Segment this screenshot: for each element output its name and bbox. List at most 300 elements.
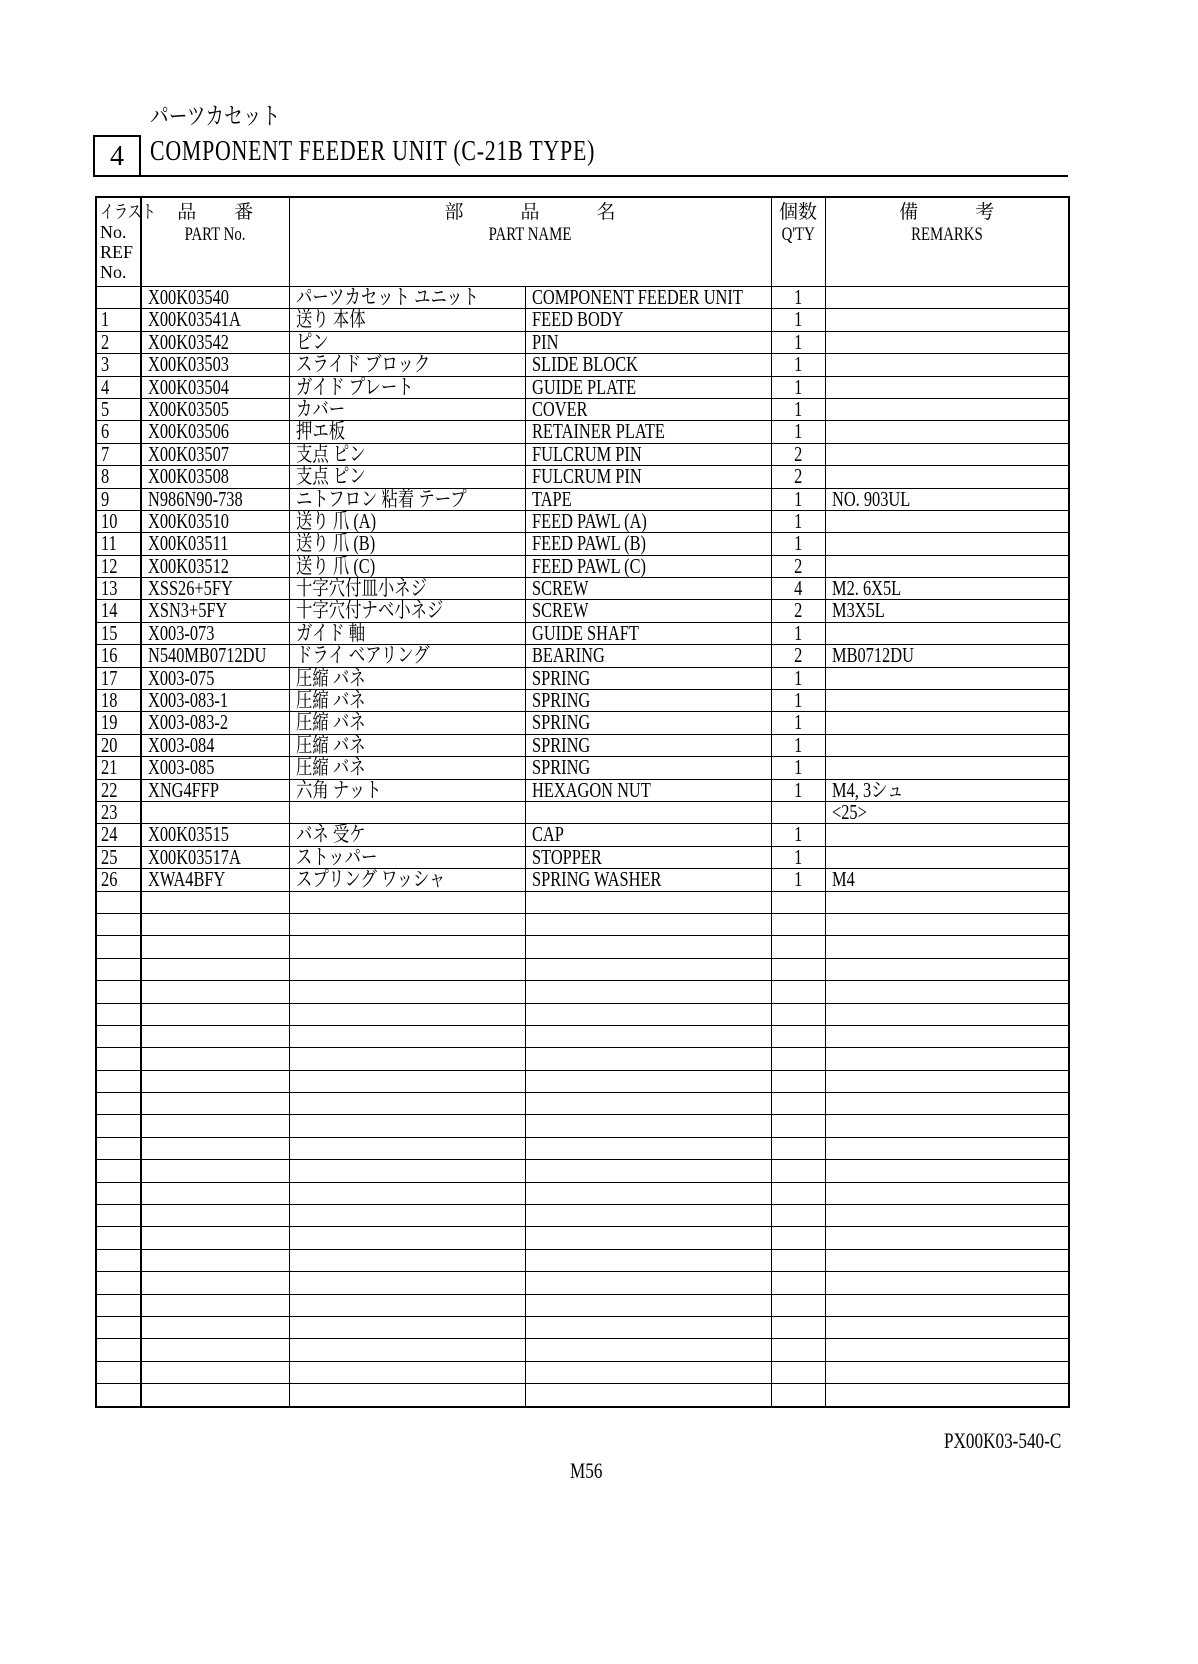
ref-cell: [96, 1003, 141, 1025]
part-name-jp-cell: [289, 1272, 525, 1294]
part-name-en-cell: [525, 1025, 771, 1047]
part-name-en-cell-text: RETAINER PLATE: [531, 419, 665, 444]
ref-cell: [96, 779, 141, 801]
ref-cell-text: 15: [101, 620, 118, 645]
part-no-cell-text: X00K03511: [148, 531, 229, 556]
ref-cell-text: 23: [101, 799, 118, 824]
part-name-en-cell-text: FULCRUM PIN: [531, 441, 642, 466]
ref-cell: [96, 1227, 141, 1249]
table-row: [96, 287, 1069, 309]
remarks-cell: [825, 981, 1069, 1003]
empty-table-row: [96, 1294, 1069, 1316]
part-no-cell: [141, 309, 289, 331]
page-number: [570, 1458, 612, 1484]
table-row: [96, 667, 1069, 689]
header-ref-jp: イラスト: [100, 202, 156, 222]
part-name-jp-cell-text: ピン: [295, 329, 329, 354]
ref-cell: [96, 488, 141, 510]
part-name-jp-cell-text: ドライ ベアリング: [295, 643, 430, 668]
part-name-en-cell-text: SPRING: [531, 710, 590, 735]
empty-table-row: [96, 1070, 1069, 1092]
part-no-cell-text: X003-075: [148, 665, 215, 690]
part-name-en-cell-text: GUIDE SHAFT: [531, 620, 639, 645]
ref-cell: [96, 734, 141, 756]
header-part-name-en: PART NAME: [488, 224, 572, 245]
part-name-en-cell-text: FEED PAWL (B): [531, 531, 646, 556]
remarks-cell-text: NO. 903UL: [831, 486, 910, 511]
part-name-jp-cell-text: 送り 本体: [295, 307, 366, 332]
document-code: [944, 1428, 1094, 1454]
part-name-jp-cell: [289, 981, 525, 1003]
qty-cell: [771, 645, 825, 667]
ref-cell: [96, 1048, 141, 1070]
ref-cell: [96, 1205, 141, 1227]
part-name-en-cell: [525, 578, 771, 600]
remarks-cell: [825, 824, 1069, 846]
part-name-en-cell: [525, 824, 771, 846]
part-name-en-cell: [525, 398, 771, 420]
part-no-cell-text: X003-083-2: [148, 710, 229, 735]
empty-table-row: [96, 958, 1069, 980]
part-name-jp-cell-text: 送り 爪 (B): [295, 531, 375, 556]
part-no-cell: [141, 690, 289, 712]
part-no-cell: [141, 578, 289, 600]
ref-cell: [96, 1384, 141, 1407]
qty-cell: [771, 1272, 825, 1294]
table-row: [96, 824, 1069, 846]
part-name-jp-cell-text: 圧縮 バネ: [295, 755, 366, 780]
qty-cell: [771, 510, 825, 532]
qty-cell: [771, 488, 825, 510]
part-name-jp-cell: [289, 846, 525, 868]
part-name-jp-cell-text: スライド ブロック: [295, 352, 430, 377]
remarks-cell: [825, 1182, 1069, 1204]
part-no-cell-text: X00K03507: [148, 441, 229, 466]
part-no-cell: [141, 1294, 289, 1316]
qty-cell: [771, 578, 825, 600]
ref-cell-text: 19: [101, 710, 118, 735]
table-row: [96, 398, 1069, 420]
ref-cell-text: 14: [101, 598, 118, 623]
qty-cell: [771, 1316, 825, 1338]
part-no-cell: [141, 869, 289, 891]
part-name-en-cell: [525, 734, 771, 756]
qty-cell: [771, 1070, 825, 1092]
part-name-en-cell-text: BEARING: [531, 643, 605, 668]
part-no-cell: [141, 936, 289, 958]
part-name-en-cell: [525, 1070, 771, 1092]
header-ref-no-label: No.: [100, 222, 127, 242]
part-no-cell-text: XSS26+5FY: [148, 576, 233, 601]
remarks-cell: [825, 1048, 1069, 1070]
qty-cell-text: 2: [793, 643, 803, 668]
empty-table-row: [96, 1093, 1069, 1115]
part-name-jp-cell: [289, 1137, 525, 1159]
ref-cell-text: 16: [101, 643, 118, 668]
remarks-cell: [825, 1361, 1069, 1383]
part-name-jp-cell: [289, 354, 525, 376]
part-name-jp-cell: [289, 376, 525, 398]
part-name-jp-cell-text: バネ 受ケ: [295, 822, 366, 847]
part-name-jp-cell: [289, 1093, 525, 1115]
qty-cell: [771, 1115, 825, 1137]
page-number-text: M56: [570, 1458, 603, 1483]
remarks-cell: [825, 1070, 1069, 1092]
empty-table-row: [96, 1384, 1069, 1407]
ref-cell: [96, 1294, 141, 1316]
section-number-box: 4: [93, 135, 141, 177]
ref-cell: [96, 1115, 141, 1137]
table-row: [96, 354, 1069, 376]
ref-cell: [96, 578, 141, 600]
ref-cell: [96, 331, 141, 353]
table-row: [96, 555, 1069, 577]
ref-cell: [96, 1361, 141, 1383]
part-name-jp-cell: [289, 1361, 525, 1383]
qty-cell: [771, 443, 825, 465]
remarks-cell: [825, 1025, 1069, 1047]
ref-cell-text: 12: [101, 553, 118, 578]
remarks-cell: [825, 398, 1069, 420]
part-name-jp-cell: [289, 958, 525, 980]
qty-cell-text: 1: [793, 419, 803, 444]
part-no-cell: [141, 1384, 289, 1407]
part-name-en-cell: [525, 1137, 771, 1159]
ref-cell-text: 17: [101, 665, 118, 690]
part-name-en-cell: [525, 1294, 771, 1316]
remarks-cell-text: MB0712DU: [831, 643, 914, 668]
qty-cell-text: 2: [793, 598, 803, 623]
header-ref-en: REF: [100, 242, 134, 262]
part-name-en-cell: [525, 645, 771, 667]
empty-table-row: [96, 1316, 1069, 1338]
empty-table-row: [96, 1227, 1069, 1249]
empty-table-row: [96, 1272, 1069, 1294]
part-name-en-cell: [525, 1093, 771, 1115]
empty-table-row: [96, 1339, 1069, 1361]
remarks-cell: [825, 555, 1069, 577]
remarks-cell: [825, 1160, 1069, 1182]
section-title-text: COMPONENT FEEDER UNIT (C-21B TYPE): [150, 136, 596, 167]
remarks-cell: [825, 801, 1069, 823]
parts-table: [95, 196, 1070, 1408]
remarks-cell: [825, 1339, 1069, 1361]
qty-cell: [771, 913, 825, 935]
part-name-en-cell-text: FEED PAWL (A): [531, 508, 647, 533]
part-no-cell: [141, 667, 289, 689]
header-part-name: [289, 197, 771, 287]
document-code-text: PX00K03-540-C: [944, 1428, 1062, 1453]
ref-cell: [96, 533, 141, 555]
ref-cell-text: 26: [101, 867, 118, 892]
part-name-jp-cell: [289, 510, 525, 532]
table-row: [96, 376, 1069, 398]
section-title: [150, 136, 721, 168]
remarks-cell: [825, 734, 1069, 756]
part-no-cell: [141, 824, 289, 846]
qty-cell-text: 2: [793, 464, 803, 489]
ref-cell: [96, 1339, 141, 1361]
qty-cell: [771, 600, 825, 622]
part-name-en-cell-text: HEXAGON NUT: [531, 777, 651, 802]
qty-cell-text: 1: [793, 285, 803, 309]
remarks-cell: [825, 958, 1069, 980]
ref-cell: [96, 443, 141, 465]
part-name-jp-cell: [289, 1316, 525, 1338]
part-name-jp-cell: [289, 824, 525, 846]
header-qty-jp: 個数: [779, 202, 818, 223]
part-name-jp-cell: [289, 1048, 525, 1070]
part-no-cell-text: X00K03510: [148, 508, 229, 533]
part-no-cell: [141, 1160, 289, 1182]
qty-cell: [771, 1205, 825, 1227]
part-no-cell: [141, 1137, 289, 1159]
ref-cell: [96, 376, 141, 398]
part-name-jp-cell: [289, 1115, 525, 1137]
table-row: [96, 734, 1069, 756]
ref-cell: [96, 846, 141, 868]
part-name-jp-cell-text: パーツカセット ユニット: [295, 285, 479, 309]
empty-table-row: [96, 1048, 1069, 1070]
part-name-en-cell: [525, 936, 771, 958]
remarks-cell: [825, 309, 1069, 331]
part-no-cell: [141, 757, 289, 779]
remarks-cell-text: M4, 3シュ: [831, 777, 904, 802]
ref-cell-text: 6: [101, 419, 110, 444]
part-name-en-cell: [525, 1272, 771, 1294]
part-no-cell-text: X00K03541A: [148, 307, 241, 332]
remarks-cell: [825, 443, 1069, 465]
remarks-cell: [825, 690, 1069, 712]
part-no-cell: [141, 421, 289, 443]
table-row: [96, 533, 1069, 555]
qty-cell: [771, 690, 825, 712]
part-no-cell: [141, 376, 289, 398]
qty-cell: [771, 466, 825, 488]
part-no-cell-text: XWA4BFY: [148, 867, 226, 892]
ref-cell-text: 18: [101, 688, 118, 713]
qty-cell: [771, 824, 825, 846]
remarks-cell-text: M2. 6X5L: [831, 576, 901, 601]
ref-cell: [96, 555, 141, 577]
empty-table-row: [96, 913, 1069, 935]
part-name-jp-cell: [289, 533, 525, 555]
ref-cell: [96, 913, 141, 935]
header-part-name-jp: 部 品 名: [444, 202, 616, 223]
qty-cell-text: 1: [793, 710, 803, 735]
part-name-en-cell: [525, 1384, 771, 1407]
part-name-en-cell: [525, 846, 771, 868]
qty-cell: [771, 712, 825, 734]
part-name-en-cell-text: SCREW: [531, 576, 588, 601]
qty-cell: [771, 1249, 825, 1271]
ref-cell: [96, 757, 141, 779]
qty-cell: [771, 1361, 825, 1383]
part-no-cell: [141, 1339, 289, 1361]
qty-cell: [771, 398, 825, 420]
part-no-cell-text: X003-084: [148, 732, 215, 757]
part-no-cell: [141, 1115, 289, 1137]
qty-cell: [771, 981, 825, 1003]
part-name-jp-cell-text: ストッパー: [295, 844, 377, 869]
table-row: [96, 690, 1069, 712]
part-no-cell-text: X00K03506: [148, 419, 229, 444]
ref-cell-text: 4: [101, 374, 110, 399]
table-row: [96, 466, 1069, 488]
ref-cell: [96, 936, 141, 958]
part-name-jp-cell: [289, 1025, 525, 1047]
part-name-jp-cell: [289, 801, 525, 823]
table-row: [96, 645, 1069, 667]
qty-cell-text: 1: [793, 531, 803, 556]
table-row: [96, 331, 1069, 353]
qty-cell: [771, 779, 825, 801]
part-no-cell-text: X00K03517A: [148, 844, 241, 869]
remarks-cell: [825, 712, 1069, 734]
remarks-cell: [825, 1205, 1069, 1227]
qty-cell: [771, 331, 825, 353]
remarks-cell: [825, 600, 1069, 622]
header-qty-en: Q'TY: [781, 224, 815, 245]
part-name-jp-cell: [289, 667, 525, 689]
part-name-en-cell-text: SPRING: [531, 755, 590, 780]
part-no-cell-text: X00K03512: [148, 553, 229, 578]
part-name-jp-cell-text: 押エ板: [295, 419, 345, 444]
part-name-jp-cell: [289, 1294, 525, 1316]
header-part-no-en: PART No.: [184, 224, 246, 245]
part-name-jp-cell: [289, 600, 525, 622]
part-name-en-cell: [525, 331, 771, 353]
part-name-jp-cell: [289, 936, 525, 958]
part-name-en-cell: [525, 712, 771, 734]
part-name-en-cell: [525, 913, 771, 935]
qty-cell: [771, 801, 825, 823]
part-no-cell-text: X00K03542: [148, 329, 229, 354]
part-no-cell-text: X00K03505: [148, 396, 229, 421]
remarks-cell-text: <25>: [831, 799, 867, 824]
ref-cell: [96, 645, 141, 667]
part-name-jp-cell: [289, 690, 525, 712]
part-no-cell: [141, 354, 289, 376]
part-name-jp-cell-text: ニトフロン 粘着 テープ: [295, 486, 467, 511]
ref-cell: [96, 1160, 141, 1182]
part-name-en-cell-text: SLIDE BLOCK: [531, 352, 638, 377]
remarks-cell: [825, 891, 1069, 913]
part-no-cell-text: X00K03540: [148, 285, 229, 309]
part-name-jp-cell-text: 圧縮 バネ: [295, 688, 366, 713]
part-name-en-cell: [525, 376, 771, 398]
part-no-cell: [141, 891, 289, 913]
part-no-cell: [141, 779, 289, 801]
ref-cell: [96, 600, 141, 622]
ref-cell: [96, 1025, 141, 1047]
remarks-cell: [825, 1294, 1069, 1316]
ref-cell-text: 22: [101, 777, 118, 802]
ref-cell: [96, 398, 141, 420]
part-name-jp-cell-text: 支点 ピン: [295, 464, 366, 489]
part-name-jp-cell: [289, 757, 525, 779]
table-row: [96, 869, 1069, 891]
table-row: [96, 801, 1069, 823]
part-name-en-cell: [525, 287, 771, 309]
part-name-en-cell: [525, 309, 771, 331]
part-name-jp-cell-text: 圧縮 バネ: [295, 710, 366, 735]
ref-cell-text: 11: [101, 531, 117, 556]
part-name-en-cell-text: PIN: [531, 329, 558, 354]
ref-cell: [96, 1316, 141, 1338]
part-name-en-cell: [525, 443, 771, 465]
table-row: [96, 712, 1069, 734]
part-name-en-cell-text: SPRING WASHER: [531, 867, 661, 892]
table-row: [96, 443, 1069, 465]
part-no-cell: [141, 466, 289, 488]
part-no-cell-text: XSN3+5FY: [148, 598, 228, 623]
part-name-jp-cell-text: 十字穴付ナベ小ネジ: [295, 598, 443, 623]
part-name-jp-cell: [289, 622, 525, 644]
part-name-jp-cell-text: カバー: [295, 396, 345, 421]
remarks-cell: [825, 869, 1069, 891]
qty-cell-text: 2: [793, 553, 803, 578]
ref-cell: [96, 354, 141, 376]
qty-cell: [771, 1182, 825, 1204]
part-no-cell: [141, 913, 289, 935]
part-no-cell-text: N540MB0712DU: [148, 643, 267, 668]
qty-cell: [771, 533, 825, 555]
part-name-en-cell: [525, 1160, 771, 1182]
header-qty: [771, 197, 825, 287]
part-no-cell: [141, 1182, 289, 1204]
qty-cell: [771, 891, 825, 913]
part-name-en-cell: [525, 1048, 771, 1070]
remarks-cell: [825, 488, 1069, 510]
part-no-cell-text: X00K03504: [148, 374, 229, 399]
part-name-jp-cell: [289, 1384, 525, 1407]
part-no-cell-text: X00K03508: [148, 464, 229, 489]
part-no-cell: [141, 801, 289, 823]
qty-cell-text: 1: [793, 822, 803, 847]
part-no-cell-text: XNG4FFP: [148, 777, 220, 802]
part-name-en-cell: [525, 958, 771, 980]
remarks-cell: [825, 936, 1069, 958]
part-name-jp-cell-text: 圧縮 バネ: [295, 732, 366, 757]
table-row: [96, 309, 1069, 331]
ref-cell: [96, 510, 141, 532]
part-name-en-cell-text: TAPE: [531, 486, 572, 511]
ref-cell-text: 2: [101, 329, 110, 354]
qty-cell: [771, 667, 825, 689]
part-name-jp-cell-text: スプリング ワッシャ: [295, 867, 445, 892]
part-no-cell: [141, 958, 289, 980]
remarks-cell: [825, 913, 1069, 935]
remarks-cell: [825, 757, 1069, 779]
part-name-jp-cell-text: 送り 爪 (C): [295, 553, 375, 578]
part-no-cell: [141, 846, 289, 868]
table-row: [96, 622, 1069, 644]
part-name-jp-cell: [289, 891, 525, 913]
part-name-jp-cell: [289, 1070, 525, 1092]
part-no-cell: [141, 600, 289, 622]
part-name-en-cell: [525, 421, 771, 443]
remarks-cell: [825, 1227, 1069, 1249]
part-name-jp-cell-text: 十字穴付皿小ネジ: [295, 576, 427, 601]
part-name-en-cell: [525, 667, 771, 689]
part-no-cell: [141, 1361, 289, 1383]
ref-cell: [96, 824, 141, 846]
remarks-cell: [825, 1384, 1069, 1407]
empty-table-row: [96, 1025, 1069, 1047]
qty-cell: [771, 421, 825, 443]
qty-cell-text: 1: [793, 688, 803, 713]
